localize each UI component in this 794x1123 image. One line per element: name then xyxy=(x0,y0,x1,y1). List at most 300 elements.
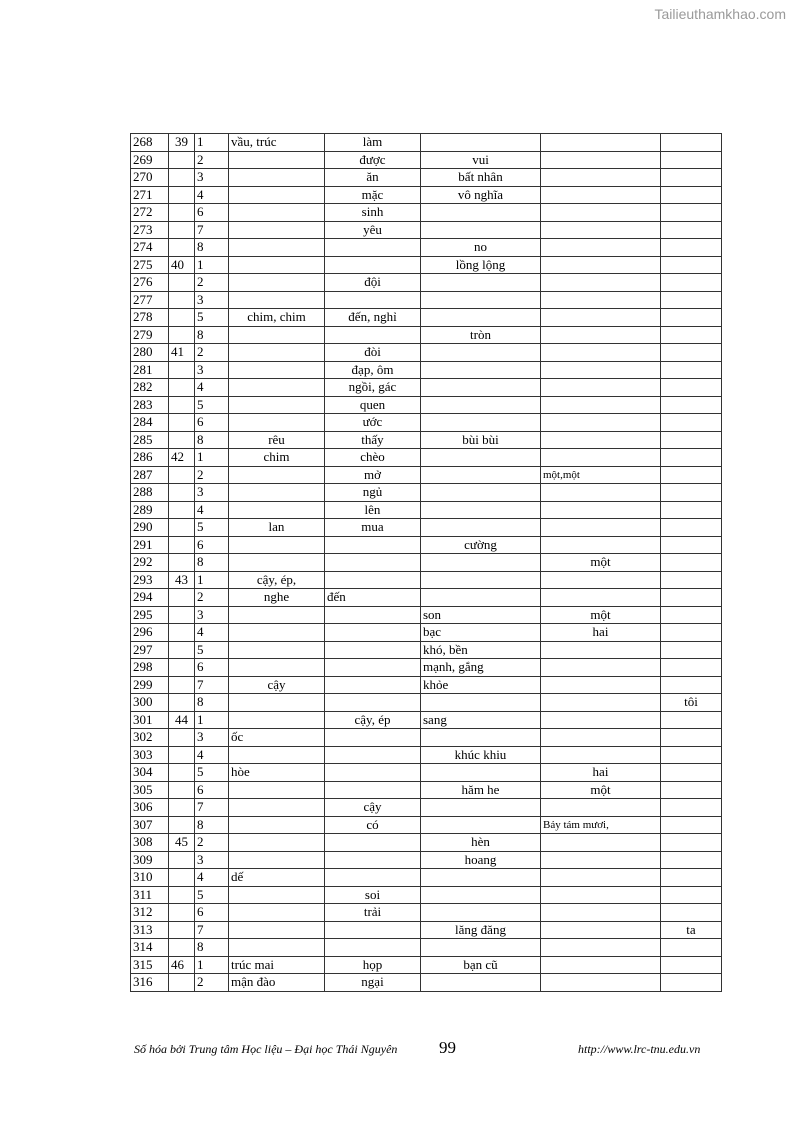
group-number-cell xyxy=(169,361,195,379)
footer-url[interactable]: http://www.lrc-tnu.edu.vn xyxy=(578,1042,701,1056)
group-number-cell xyxy=(169,589,195,607)
group-number-cell xyxy=(169,414,195,432)
col-noun-cell xyxy=(229,344,325,362)
col-adjective-cell xyxy=(421,274,541,292)
row-number-cell: 278 xyxy=(131,309,169,327)
col-noun-cell xyxy=(229,606,325,624)
col-adjective-cell: mạnh, gắng xyxy=(421,659,541,677)
group-number-cell xyxy=(169,239,195,257)
row-number-cell: 307 xyxy=(131,816,169,834)
col-pronoun-cell xyxy=(661,449,722,467)
col-pronoun-cell xyxy=(661,606,722,624)
col-adjective-cell: no xyxy=(421,239,541,257)
col-pronoun-cell xyxy=(661,746,722,764)
col-noun-cell xyxy=(229,781,325,799)
table-row xyxy=(131,694,722,712)
row-number-cell: 268 xyxy=(131,134,169,152)
col-verb-cell: lên xyxy=(325,501,421,519)
line-number-cell: 2 xyxy=(195,274,229,292)
table-row xyxy=(131,449,722,467)
line-number-cell: 2 xyxy=(195,974,229,992)
col-numeral-cell xyxy=(541,834,661,852)
word-table xyxy=(130,133,722,992)
col-numeral-cell xyxy=(541,974,661,992)
col-pronoun-cell xyxy=(661,501,722,519)
col-adjective-cell xyxy=(421,484,541,502)
col-adjective-cell xyxy=(421,134,541,152)
col-verb-cell xyxy=(325,694,421,712)
col-pronoun-cell xyxy=(661,764,722,782)
col-pronoun-cell xyxy=(661,239,722,257)
group-number-cell xyxy=(169,746,195,764)
col-pronoun-cell xyxy=(661,589,722,607)
group-number-cell: 45 xyxy=(169,834,195,852)
col-pronoun-cell xyxy=(661,186,722,204)
group-number-cell xyxy=(169,851,195,869)
col-pronoun-cell xyxy=(661,361,722,379)
col-numeral-cell xyxy=(541,169,661,187)
group-number-cell xyxy=(169,484,195,502)
group-number-cell xyxy=(169,781,195,799)
line-number-cell: 6 xyxy=(195,904,229,922)
col-noun-cell: hòe xyxy=(229,764,325,782)
col-noun-cell: trúc mai xyxy=(229,956,325,974)
group-number-cell xyxy=(169,151,195,169)
line-number-cell: 5 xyxy=(195,519,229,537)
col-pronoun-cell xyxy=(661,169,722,187)
row-number-cell: 303 xyxy=(131,746,169,764)
col-numeral-cell: một,một xyxy=(541,466,661,484)
table-row xyxy=(131,344,722,362)
row-number-cell: 297 xyxy=(131,641,169,659)
col-numeral-cell xyxy=(541,886,661,904)
row-number-cell: 316 xyxy=(131,974,169,992)
col-noun-cell xyxy=(229,886,325,904)
col-verb-cell: ăn xyxy=(325,169,421,187)
col-verb-cell: thấy xyxy=(325,431,421,449)
row-number-cell: 274 xyxy=(131,239,169,257)
col-noun-cell: cậy, ép, xyxy=(229,571,325,589)
col-verb-cell xyxy=(325,921,421,939)
col-noun-cell xyxy=(229,186,325,204)
group-number-cell xyxy=(169,676,195,694)
col-numeral-cell xyxy=(541,134,661,152)
col-verb-cell: soi xyxy=(325,886,421,904)
col-noun-cell: cậy xyxy=(229,676,325,694)
col-adjective-cell: khó, bền xyxy=(421,641,541,659)
row-number-cell: 287 xyxy=(131,466,169,484)
row-number-cell: 270 xyxy=(131,169,169,187)
row-number-cell: 292 xyxy=(131,554,169,572)
col-noun-cell xyxy=(229,379,325,397)
line-number-cell: 8 xyxy=(195,939,229,957)
col-pronoun-cell xyxy=(661,781,722,799)
col-verb-cell: mặc xyxy=(325,186,421,204)
group-number-cell xyxy=(169,641,195,659)
row-number-cell: 282 xyxy=(131,379,169,397)
col-adjective-cell xyxy=(421,291,541,309)
line-number-cell: 3 xyxy=(195,169,229,187)
col-verb-cell: trải xyxy=(325,904,421,922)
table-row xyxy=(131,396,722,414)
row-number-cell: 276 xyxy=(131,274,169,292)
line-number-cell: 8 xyxy=(195,239,229,257)
group-number-cell: 41 xyxy=(169,344,195,362)
row-number-cell: 313 xyxy=(131,921,169,939)
col-numeral-cell xyxy=(541,939,661,957)
col-adjective-cell: hăm he xyxy=(421,781,541,799)
col-numeral-cell xyxy=(541,239,661,257)
line-number-cell: 7 xyxy=(195,676,229,694)
table-row xyxy=(131,256,722,274)
table-row xyxy=(131,291,722,309)
group-number-cell xyxy=(169,816,195,834)
table-row xyxy=(131,309,722,327)
line-number-cell: 8 xyxy=(195,816,229,834)
col-numeral-cell xyxy=(541,344,661,362)
col-pronoun-cell xyxy=(661,484,722,502)
footer-source: Số hóa bởi Trung tâm Học liệu – Đại học Thái Nguyên xyxy=(134,1042,398,1056)
col-pronoun-cell: ta xyxy=(661,921,722,939)
col-verb-cell: đòi xyxy=(325,344,421,362)
col-verb-cell: đến, nghỉ xyxy=(325,309,421,327)
line-number-cell: 4 xyxy=(195,186,229,204)
col-numeral-cell xyxy=(541,851,661,869)
group-number-cell: 44 xyxy=(169,711,195,729)
col-adjective-cell xyxy=(421,939,541,957)
col-pronoun-cell xyxy=(661,641,722,659)
col-adjective-cell: lồng lộng xyxy=(421,256,541,274)
line-number-cell: 3 xyxy=(195,361,229,379)
col-adjective-cell: son xyxy=(421,606,541,624)
col-numeral-cell xyxy=(541,151,661,169)
table-row xyxy=(131,904,722,922)
col-pronoun-cell xyxy=(661,221,722,239)
col-noun-cell: nghe xyxy=(229,589,325,607)
group-number-cell xyxy=(169,921,195,939)
col-verb-cell xyxy=(325,256,421,274)
col-adjective-cell: bạc xyxy=(421,624,541,642)
row-number-cell: 291 xyxy=(131,536,169,554)
table-row xyxy=(131,414,722,432)
group-number-cell xyxy=(169,431,195,449)
line-number-cell: 1 xyxy=(195,711,229,729)
col-verb-cell: đội xyxy=(325,274,421,292)
row-number-cell: 312 xyxy=(131,904,169,922)
col-pronoun-cell xyxy=(661,974,722,992)
col-adjective-cell: bùi bùi xyxy=(421,431,541,449)
col-verb-cell xyxy=(325,781,421,799)
col-noun-cell xyxy=(229,834,325,852)
col-numeral-cell xyxy=(541,799,661,817)
page-number: 99 xyxy=(439,1038,456,1057)
col-adjective-cell: khúc khiu xyxy=(421,746,541,764)
col-adjective-cell xyxy=(421,799,541,817)
col-verb-cell: cậy, ép xyxy=(325,711,421,729)
table-row xyxy=(131,834,722,852)
line-number-cell: 4 xyxy=(195,624,229,642)
col-adjective-cell: khỏe xyxy=(421,676,541,694)
line-number-cell: 3 xyxy=(195,291,229,309)
col-numeral-cell xyxy=(541,694,661,712)
row-number-cell: 272 xyxy=(131,204,169,222)
table-row xyxy=(131,974,722,992)
col-pronoun-cell xyxy=(661,519,722,537)
col-adjective-cell xyxy=(421,344,541,362)
line-number-cell: 5 xyxy=(195,886,229,904)
col-verb-cell: ngủ xyxy=(325,484,421,502)
col-adjective-cell: vui xyxy=(421,151,541,169)
col-verb-cell xyxy=(325,536,421,554)
col-noun-cell: chim, chim xyxy=(229,309,325,327)
group-number-cell xyxy=(169,396,195,414)
col-verb-cell: ngồi, gác xyxy=(325,379,421,397)
line-number-cell: 3 xyxy=(195,729,229,747)
table-row xyxy=(131,799,722,817)
col-pronoun-cell xyxy=(661,134,722,152)
line-number-cell: 4 xyxy=(195,746,229,764)
line-number-cell: 5 xyxy=(195,396,229,414)
row-number-cell: 293 xyxy=(131,571,169,589)
col-pronoun-cell xyxy=(661,676,722,694)
row-number-cell: 311 xyxy=(131,886,169,904)
line-number-cell: 8 xyxy=(195,326,229,344)
row-number-cell: 306 xyxy=(131,799,169,817)
line-number-cell: 1 xyxy=(195,256,229,274)
table-row xyxy=(131,239,722,257)
col-adjective-cell: bạn cũ xyxy=(421,956,541,974)
col-verb-cell: làm xyxy=(325,134,421,152)
col-verb-cell: ước xyxy=(325,414,421,432)
col-numeral-cell xyxy=(541,921,661,939)
table-row xyxy=(131,729,722,747)
table-body xyxy=(131,134,722,992)
table-row xyxy=(131,886,722,904)
col-pronoun-cell xyxy=(661,396,722,414)
col-verb-cell: có xyxy=(325,816,421,834)
col-verb-cell: chèo xyxy=(325,449,421,467)
table-row xyxy=(131,606,722,624)
line-number-cell: 2 xyxy=(195,589,229,607)
col-numeral-cell xyxy=(541,186,661,204)
col-adjective-cell xyxy=(421,466,541,484)
col-numeral-cell xyxy=(541,449,661,467)
col-noun-cell: vầu, trúc xyxy=(229,134,325,152)
col-verb-cell: cậy xyxy=(325,799,421,817)
col-pronoun-cell xyxy=(661,414,722,432)
col-adjective-cell xyxy=(421,974,541,992)
col-numeral-cell xyxy=(541,291,661,309)
col-numeral-cell: một xyxy=(541,781,661,799)
col-adjective-cell xyxy=(421,554,541,572)
col-adjective-cell xyxy=(421,414,541,432)
table-row xyxy=(131,221,722,239)
row-number-cell: 300 xyxy=(131,694,169,712)
col-adjective-cell xyxy=(421,886,541,904)
row-number-cell: 305 xyxy=(131,781,169,799)
col-pronoun-cell xyxy=(661,291,722,309)
table-row xyxy=(131,134,722,152)
col-verb-cell: mở xyxy=(325,466,421,484)
group-number-cell xyxy=(169,729,195,747)
line-number-cell: 5 xyxy=(195,764,229,782)
col-noun-cell: mận đào xyxy=(229,974,325,992)
group-number-cell xyxy=(169,939,195,957)
col-pronoun-cell xyxy=(661,834,722,852)
col-adjective-cell: vô nghĩa xyxy=(421,186,541,204)
row-number-cell: 315 xyxy=(131,956,169,974)
col-verb-cell xyxy=(325,659,421,677)
row-number-cell: 271 xyxy=(131,186,169,204)
col-adjective-cell xyxy=(421,501,541,519)
col-adjective-cell xyxy=(421,729,541,747)
row-number-cell: 310 xyxy=(131,869,169,887)
group-number-cell xyxy=(169,466,195,484)
col-verb-cell xyxy=(325,571,421,589)
col-numeral-cell xyxy=(541,589,661,607)
table-row xyxy=(131,204,722,222)
group-number-cell xyxy=(169,974,195,992)
col-adjective-cell xyxy=(421,869,541,887)
col-noun-cell xyxy=(229,816,325,834)
table-row xyxy=(131,326,722,344)
col-pronoun-cell xyxy=(661,659,722,677)
table-row xyxy=(131,484,722,502)
group-number-cell: 46 xyxy=(169,956,195,974)
table-row xyxy=(131,274,722,292)
col-pronoun-cell xyxy=(661,151,722,169)
col-numeral-cell xyxy=(541,869,661,887)
col-noun-cell xyxy=(229,414,325,432)
col-verb-cell: mua xyxy=(325,519,421,537)
col-numeral-cell xyxy=(541,256,661,274)
group-number-cell: 42 xyxy=(169,449,195,467)
col-pronoun-cell xyxy=(661,536,722,554)
table-row xyxy=(131,764,722,782)
col-verb-cell: đến xyxy=(325,589,421,607)
row-number-cell: 275 xyxy=(131,256,169,274)
col-numeral-cell xyxy=(541,414,661,432)
table-row xyxy=(131,501,722,519)
col-noun-cell: rêu xyxy=(229,431,325,449)
group-number-cell xyxy=(169,606,195,624)
group-number-cell: 40 xyxy=(169,256,195,274)
group-number-cell xyxy=(169,204,195,222)
col-adjective-cell: tròn xyxy=(421,326,541,344)
line-number-cell: 2 xyxy=(195,834,229,852)
col-numeral-cell: hai xyxy=(541,764,661,782)
line-number-cell: 5 xyxy=(195,309,229,327)
group-number-cell xyxy=(169,309,195,327)
group-number-cell xyxy=(169,274,195,292)
table-row xyxy=(131,624,722,642)
col-verb-cell xyxy=(325,834,421,852)
col-noun-cell xyxy=(229,921,325,939)
table-row xyxy=(131,151,722,169)
row-number-cell: 273 xyxy=(131,221,169,239)
col-noun-cell xyxy=(229,536,325,554)
line-number-cell: 1 xyxy=(195,571,229,589)
col-numeral-cell xyxy=(541,711,661,729)
col-pronoun-cell: tôi xyxy=(661,694,722,712)
col-pronoun-cell xyxy=(661,554,722,572)
col-adjective-cell xyxy=(421,379,541,397)
col-noun-cell xyxy=(229,904,325,922)
col-numeral-cell xyxy=(541,379,661,397)
col-numeral-cell xyxy=(541,274,661,292)
group-number-cell: 39 xyxy=(169,134,195,152)
col-pronoun-cell xyxy=(661,816,722,834)
col-noun-cell: ốc xyxy=(229,729,325,747)
line-number-cell: 4 xyxy=(195,379,229,397)
col-pronoun-cell xyxy=(661,851,722,869)
group-number-cell xyxy=(169,624,195,642)
col-numeral-cell: hai xyxy=(541,624,661,642)
col-noun-cell xyxy=(229,641,325,659)
line-number-cell: 8 xyxy=(195,694,229,712)
col-adjective-cell: hèn xyxy=(421,834,541,852)
line-number-cell: 3 xyxy=(195,484,229,502)
group-number-cell xyxy=(169,764,195,782)
col-noun-cell xyxy=(229,939,325,957)
col-numeral-cell xyxy=(541,396,661,414)
row-number-cell: 299 xyxy=(131,676,169,694)
table-row xyxy=(131,536,722,554)
row-number-cell: 309 xyxy=(131,851,169,869)
group-number-cell xyxy=(169,186,195,204)
col-numeral-cell xyxy=(541,676,661,694)
col-noun-cell xyxy=(229,624,325,642)
group-number-cell xyxy=(169,694,195,712)
col-noun-cell: lan xyxy=(229,519,325,537)
line-number-cell: 7 xyxy=(195,921,229,939)
table-row xyxy=(131,921,722,939)
col-adjective-cell xyxy=(421,309,541,327)
group-number-cell xyxy=(169,169,195,187)
row-number-cell: 296 xyxy=(131,624,169,642)
line-number-cell: 3 xyxy=(195,851,229,869)
row-number-cell: 308 xyxy=(131,834,169,852)
group-number-cell xyxy=(169,291,195,309)
col-noun-cell xyxy=(229,484,325,502)
col-numeral-cell: Bảy tám mươi, xyxy=(541,816,661,834)
row-number-cell: 286 xyxy=(131,449,169,467)
table-row xyxy=(131,956,722,974)
col-adjective-cell xyxy=(421,221,541,239)
col-pronoun-cell xyxy=(661,466,722,484)
table-row xyxy=(131,554,722,572)
table-row xyxy=(131,869,722,887)
col-verb-cell xyxy=(325,326,421,344)
col-verb-cell xyxy=(325,869,421,887)
line-number-cell: 4 xyxy=(195,869,229,887)
line-number-cell: 7 xyxy=(195,799,229,817)
col-noun-cell xyxy=(229,274,325,292)
row-number-cell: 269 xyxy=(131,151,169,169)
col-numeral-cell xyxy=(541,431,661,449)
table-row xyxy=(131,816,722,834)
col-pronoun-cell xyxy=(661,711,722,729)
col-verb-cell: đạp, ôm xyxy=(325,361,421,379)
col-adjective-cell xyxy=(421,816,541,834)
group-number-cell xyxy=(169,379,195,397)
row-number-cell: 277 xyxy=(131,291,169,309)
line-number-cell: 3 xyxy=(195,606,229,624)
line-number-cell: 4 xyxy=(195,501,229,519)
row-number-cell: 281 xyxy=(131,361,169,379)
col-verb-cell xyxy=(325,729,421,747)
col-noun-cell xyxy=(229,746,325,764)
